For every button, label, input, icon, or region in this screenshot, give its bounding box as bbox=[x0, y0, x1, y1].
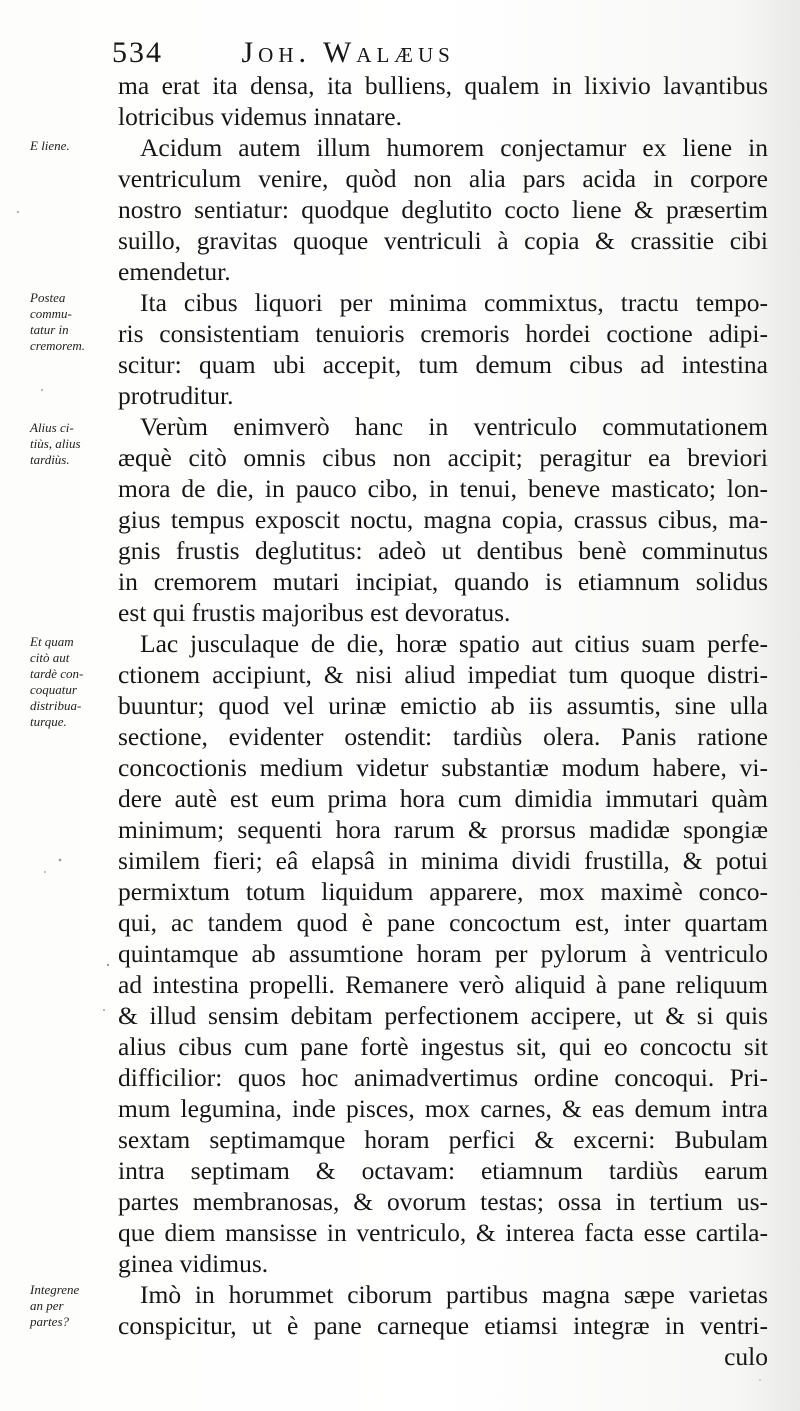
text-line: similem fieri; eâ elapsâ in minima dividi frustilla, & potui bbox=[118, 846, 768, 875]
margin-note-line: turque. bbox=[30, 714, 67, 729]
running-head-author: Joh. Walæus bbox=[241, 36, 455, 69]
text-line: difficilior: quos hoc animadvertimus ordine concoqui. Pri- bbox=[118, 1063, 768, 1092]
margin-note-line: Postea bbox=[30, 290, 66, 305]
text-line: buuntur; quod vel urinæ emictio ab iis assumtis, sine ulla bbox=[118, 691, 768, 720]
text-line: mum legumina, inde pisces, mox carnes, & eas demum intra bbox=[118, 1094, 768, 1123]
text-line: est qui frustis majoribus est devoratus. bbox=[118, 598, 511, 627]
text-line: lotricibus videmus innatare. bbox=[118, 102, 402, 131]
text-line: gius tempus exposcit noctu, magna copia, crassus cibus, ma- bbox=[118, 505, 768, 534]
text-line: Lac jusculaque de die, horæ spatio aut citius suam perfe- bbox=[140, 629, 768, 658]
body-text bbox=[118, 70, 768, 1372]
text-line: ma erat ita densa, ita bulliens, qualem in lixivio lavantibus bbox=[118, 71, 768, 100]
text-line: gnis frustis deglutitus: adeò ut dentibus benè comminutus bbox=[118, 536, 768, 565]
text-line: ctionem accipiunt, & nisi aliud impediat tum quoque distri- bbox=[118, 660, 768, 689]
margin-note-line: E liene. bbox=[30, 138, 70, 153]
text-line: ginea vidimus. bbox=[118, 1249, 269, 1278]
paragraph bbox=[118, 1279, 768, 1372]
margin-note-line: commu- bbox=[30, 306, 72, 321]
text-line: culo bbox=[724, 1342, 768, 1371]
text-line: sectione, evidenter ostendit: tardiùs olera. Panis ratione bbox=[118, 722, 768, 751]
text-line: æquè citò omnis cibus non accipit; peragitur ea breviori bbox=[118, 443, 768, 472]
paragraph bbox=[118, 628, 768, 1279]
margin-note bbox=[30, 634, 120, 730]
text-line: que diem mansisse in ventriculo, & interea facta esse cartila- bbox=[118, 1218, 768, 1247]
text-line: quintamque ab assumtione horam per pylorum à ventriculo bbox=[118, 939, 768, 968]
margin-note bbox=[30, 138, 120, 154]
margin-note-line: tardiùs. bbox=[30, 452, 70, 467]
paragraph bbox=[118, 287, 768, 411]
margin-note-line: Et quam bbox=[30, 634, 74, 649]
text-line: scitur: quam ubi accepit, tum demum cibus ad intestina bbox=[118, 350, 768, 379]
paragraph bbox=[118, 411, 768, 628]
text-line: intra septimam & octavam: etiamnum tardiùs earum bbox=[118, 1156, 768, 1185]
text-line: minimum; sequenti hora rarum & prorsus madidæ spongiæ bbox=[118, 815, 768, 844]
margin-note-line: distribua- bbox=[30, 698, 82, 713]
text-line: alius cibus cum pane fortè ingestus sit, qui eo concoctu sit bbox=[118, 1032, 768, 1061]
text-line: Acidum autem illum humorem conjectamur ex liene in bbox=[140, 133, 768, 162]
text-line: dere autè est eum prima hora cum dimidia immutari quàm bbox=[118, 784, 768, 813]
text-line: emendetur. bbox=[118, 257, 231, 286]
text-line: suillo, gravitas quoque ventriculi à copia & crassitie cibi bbox=[118, 226, 768, 255]
text-line: protruditur. bbox=[118, 381, 234, 410]
text-line: Verùm enimverò hanc in ventriculo commutationem bbox=[140, 412, 768, 441]
margin-note-line: tardè con- bbox=[30, 666, 84, 681]
margin-note bbox=[30, 420, 120, 468]
text-line: Imò in horummet ciborum partibus magna sæpe varietas bbox=[140, 1280, 768, 1309]
margin-note-line: Integrene bbox=[30, 1282, 80, 1297]
margin-note-line: coquatur bbox=[30, 682, 77, 697]
text-line: & illud sensim debitam perfectionem accipere, ut & si quis bbox=[118, 1001, 768, 1030]
margin-note-line: cremorem. bbox=[30, 338, 85, 353]
text-line: conspicitur, ut è pane carneque etiamsi integræ in ventri- bbox=[118, 1311, 768, 1340]
margin-note-line: partes? bbox=[30, 1314, 69, 1329]
paragraph bbox=[118, 132, 768, 287]
text-line: nostro sentiatur: quodque deglutito cocto liene & præsertim bbox=[118, 195, 768, 224]
margin-note bbox=[30, 290, 120, 354]
margin-note-line: tiùs, alius bbox=[30, 436, 81, 451]
text-line: mora de die, in pauco cibo, in tenui, beneve masticato; lon- bbox=[118, 474, 768, 503]
running-header bbox=[112, 36, 632, 70]
text-line: Ita cibus liquori per minima commixtus, tractu tempo- bbox=[140, 288, 768, 317]
text-line: ad intestina propelli. Remanere verò aliquid à pane reliquum bbox=[118, 970, 768, 999]
margin-note-line: tatur in bbox=[30, 322, 69, 337]
margin-note bbox=[30, 1282, 120, 1330]
page-number: 534 bbox=[112, 36, 163, 69]
margin-note-line: Alius ci- bbox=[30, 420, 74, 435]
text-line: ventriculum venire, quòd non alia pars acida in corpore bbox=[118, 164, 768, 193]
margin-note-line: an per bbox=[30, 1298, 64, 1313]
margin-note-line: citò aut bbox=[30, 650, 70, 665]
text-line: sextam septimamque horam perfici & excerni: Bubulam bbox=[118, 1125, 768, 1154]
text-line: in cremorem mutari incipiat, quando is etiamnum solidus bbox=[118, 567, 768, 596]
paragraph bbox=[118, 70, 768, 132]
text-line: permixtum totum liquidum apparere, mox maximè conco- bbox=[118, 877, 768, 906]
text-line: ris consistentiam tenuioris cremoris hordei coctione adipi- bbox=[118, 319, 768, 348]
text-line: qui, ac tandem quod è pane concoctum est, inter quartam bbox=[118, 908, 768, 937]
text-line: partes membranosas, & ovorum testas; ossa in tertium us- bbox=[118, 1187, 768, 1216]
text-line: concoctionis medium videtur substantiæ modum habere, vi- bbox=[118, 753, 768, 782]
